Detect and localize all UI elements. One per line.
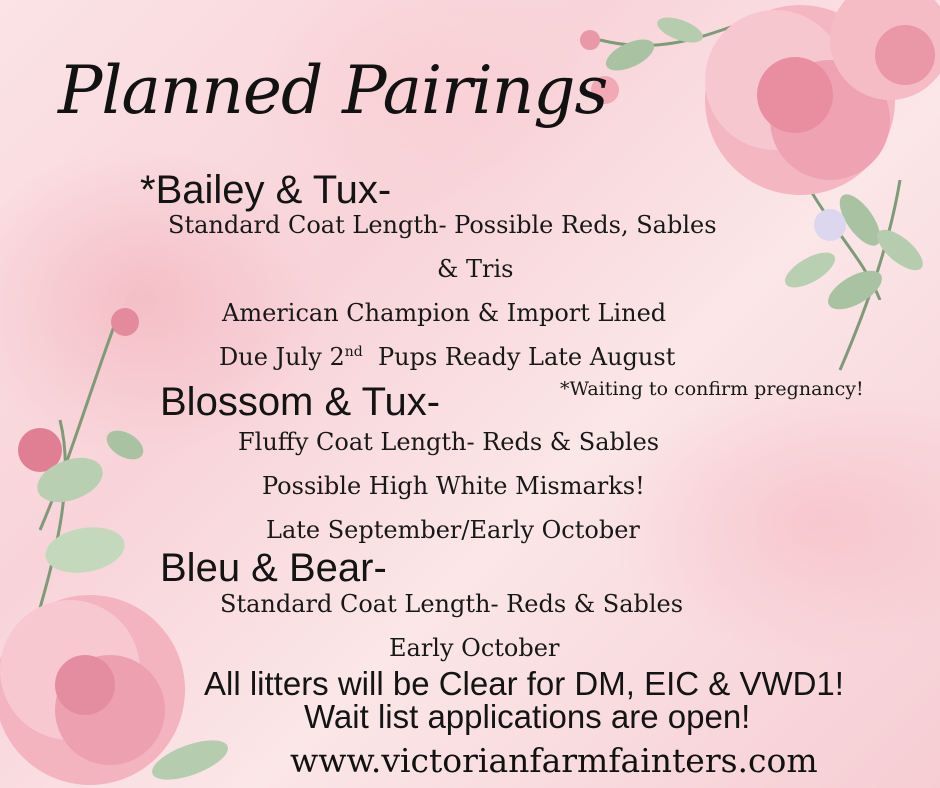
pairing-1-name: *Bailey & Tux-: [140, 168, 392, 212]
pairing-2-note: *Waiting to confirm pregnancy!: [560, 378, 864, 400]
peony-left-illustration: [0, 300, 260, 788]
health-clear-line: All litters will be Clear for DM, EIC & VWD1!: [204, 665, 844, 702]
pairing-1-due-sup: nd: [344, 344, 363, 360]
leaf-sprig-right-illustration: [800, 180, 940, 380]
pairing-2-coat-line: Fluffy Coat Length- Reds & Sables: [238, 428, 660, 456]
pairing-3-due-line: Early October: [389, 634, 560, 662]
waitlist-line: Wait list applications are open!: [304, 698, 751, 735]
pairing-1-due-line: [219, 343, 675, 371]
pairing-1-colors-line: & Tris: [437, 255, 514, 283]
pairing-1-due-suffix: Pups Ready Late August: [362, 343, 676, 371]
website-link[interactable]: www.victorianfarmfainters.com: [290, 741, 818, 780]
pairing-2-name: Blossom & Tux-: [160, 380, 441, 424]
pairing-3-name: Bleu & Bear-: [160, 546, 387, 590]
pairing-2-due-line: Late September/Early October: [266, 516, 640, 544]
pairing-2-mismarks-line: Possible High White Mismarks!: [262, 472, 645, 500]
pairing-1-lineage-line: American Champion & Import Lined: [222, 299, 667, 327]
pairing-3-coat-line: Standard Coat Length- Reds & Sables: [220, 590, 684, 618]
pairing-1-due-prefix: Due July 2: [219, 343, 345, 371]
pairing-1-coat-line: Standard Coat Length- Possible Reds, Sables: [168, 211, 717, 239]
flyer-title: Planned Pairings: [58, 52, 608, 129]
